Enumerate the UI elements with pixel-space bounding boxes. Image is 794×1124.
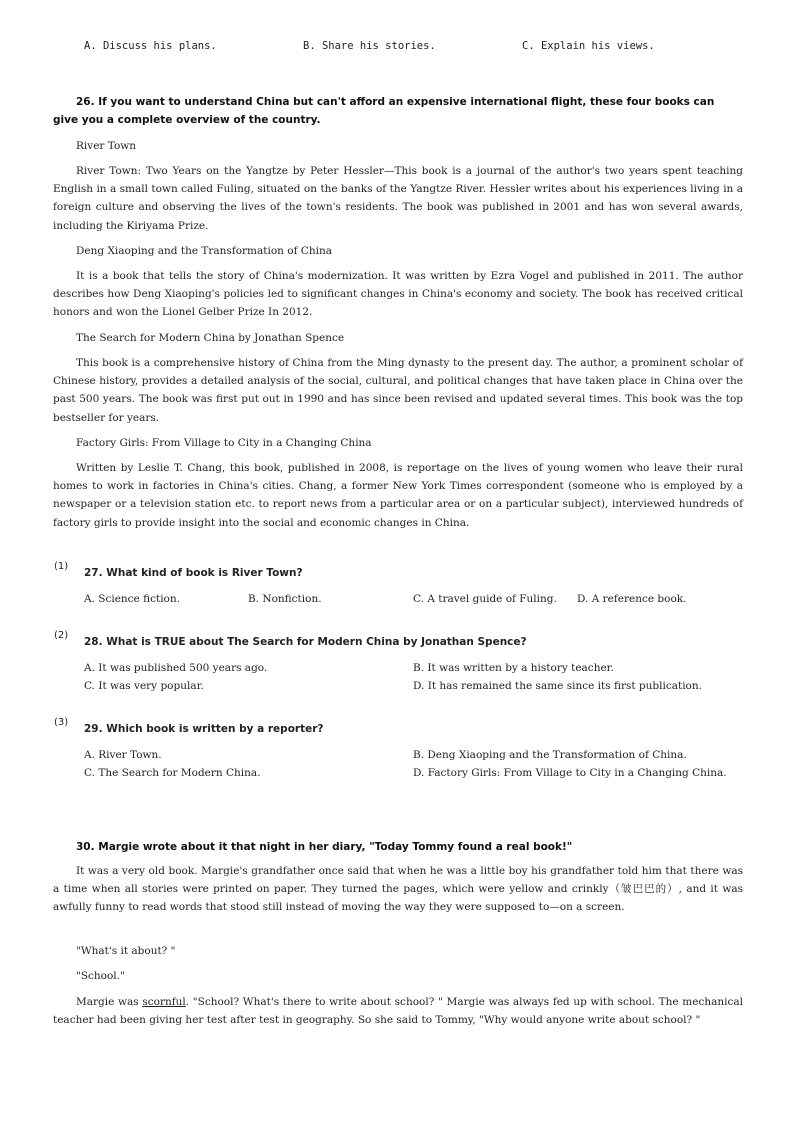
- book-title-deng-xiaoping: Deng Xiaoping and the Transformation of China: [76, 245, 332, 257]
- q30-paragraph-2: "What's it about? ": [76, 945, 176, 957]
- subq-1-number: (1): [54, 561, 69, 572]
- q30-paragraph-4: [53, 993, 743, 1029]
- q30-p4-before: Margie was: [76, 996, 143, 1008]
- subq-2-question: 28. What is TRUE about The Search for Modern China by Jonathan Spence?: [84, 636, 527, 648]
- q25-options: [84, 40, 724, 56]
- subq-3-option-d[interactable]: D. Factory Girls: From Village to City in a Changing China.: [413, 767, 727, 779]
- q26-prompt: 26. If you want to understand China but can't afford an expensive international flight, these four books can give you a complete overview of the country.: [53, 96, 715, 126]
- subq-3-option-c[interactable]: C. The Search for Modern China.: [84, 767, 261, 779]
- book-title-factory-girls: Factory Girls: From Village to City in a Changing China: [76, 437, 372, 449]
- subq-2-option-b[interactable]: B. It was written by a history teacher.: [413, 662, 614, 674]
- subq-1-option-d[interactable]: D. A reference book.: [577, 593, 687, 605]
- subq-3-option-b[interactable]: B. Deng Xiaoping and the Transformation of China.: [413, 749, 687, 761]
- subq-1-option-a[interactable]: A. Science fiction.: [84, 593, 180, 605]
- q30-paragraph-1: It was a very old book. Margie's grandfather once said that when he was a little boy his grandfather told him that there was a time when all stories were printed on paper. They turned the pages, which were yellow and crinkly（皱巴巴的）, and it was awfully funny to read words that stood still instead of moving the way they were supposed to—on a screen.: [53, 865, 743, 914]
- book-title-river-town: River Town: [76, 140, 137, 152]
- subq-1-question: 27. What kind of book is River Town?: [84, 567, 303, 579]
- book-desc-river-town: River Town: Two Years on the Yangtze by Peter Hessler—This book is a journal of the author's two years spent teaching English in a small town called Fuling, situated on the banks of the Yangtze River. Hessler writes about his experiences living in a foreign culture and observing the lives of the town's residents. The book was published in 2001 and has won several awards, including the Kiriyama Prize.: [53, 165, 743, 232]
- q25-option-b[interactable]: B. Share his stories.: [303, 40, 436, 52]
- q30-paragraph-3: "School.": [76, 970, 125, 982]
- subq-3-option-a[interactable]: A. River Town.: [84, 749, 162, 761]
- subq-2-option-a[interactable]: A. It was published 500 years ago.: [84, 662, 268, 674]
- book-title-search-modern-china: The Search for Modern China by Jonathan Spence: [76, 332, 345, 344]
- book-desc-search-modern-china: This book is a comprehensive history of China from the Ming dynasty to the present day. The author, a prominent scholar of Chinese history, provides a detailed analysis of the social, cultural, and political changes that have taken place in China over the past 500 years. The book was first put out in 1990 and has since been revised and updated several times. This book was the top bestseller for years.: [53, 357, 743, 424]
- q30-p4-after: . "School? What's there to write about school? " Margie was always fed up with school. The mechanical teacher had been giving her test after test in geography. So she said to Tommy, "Why would anyone write about school? ": [53, 996, 743, 1027]
- q30-prompt: 30. Margie wrote about it that night in her diary, "Today Tommy found a real book!": [76, 841, 573, 853]
- subq-2-number: (2): [54, 630, 69, 641]
- q25-option-a[interactable]: A. Discuss his plans.: [84, 40, 217, 52]
- underlined-word-scornful: scornful: [142, 996, 186, 1008]
- subq-1-option-b[interactable]: B. Nonfiction.: [248, 593, 322, 605]
- q25-option-c[interactable]: C. Explain his views.: [522, 40, 655, 52]
- book-desc-factory-girls: Written by Leslie T. Chang, this book, published in 2008, is reportage on the lives of young women who leave their rural homes to work in factories in China's cities. Chang, a former New York Times correspondent (someone who is employed by a newspaper or a television station etc. to report news from a particular area or on a particular subject), interviewed hundreds of factory girls to provide insight into the social and economic changes in China.: [53, 462, 743, 529]
- subq-2-option-c[interactable]: C. It was very popular.: [84, 680, 204, 692]
- subq-3-number: (3): [54, 717, 69, 728]
- subq-2-option-d[interactable]: D. It has remained the same since its first publication.: [413, 680, 702, 692]
- book-desc-deng-xiaoping: It is a book that tells the story of China's modernization. It was written by Ezra Vogel and published in 2011. The author describes how Deng Xiaoping's policies led to significant changes in China's economy and society. The book has received critical honors and won the Lionel Gelber Prize In 2012.: [53, 270, 743, 319]
- subq-1-option-c[interactable]: C. A travel guide of Fuling.: [413, 593, 557, 605]
- subq-3-question: 29. Which book is written by a reporter?: [84, 723, 324, 735]
